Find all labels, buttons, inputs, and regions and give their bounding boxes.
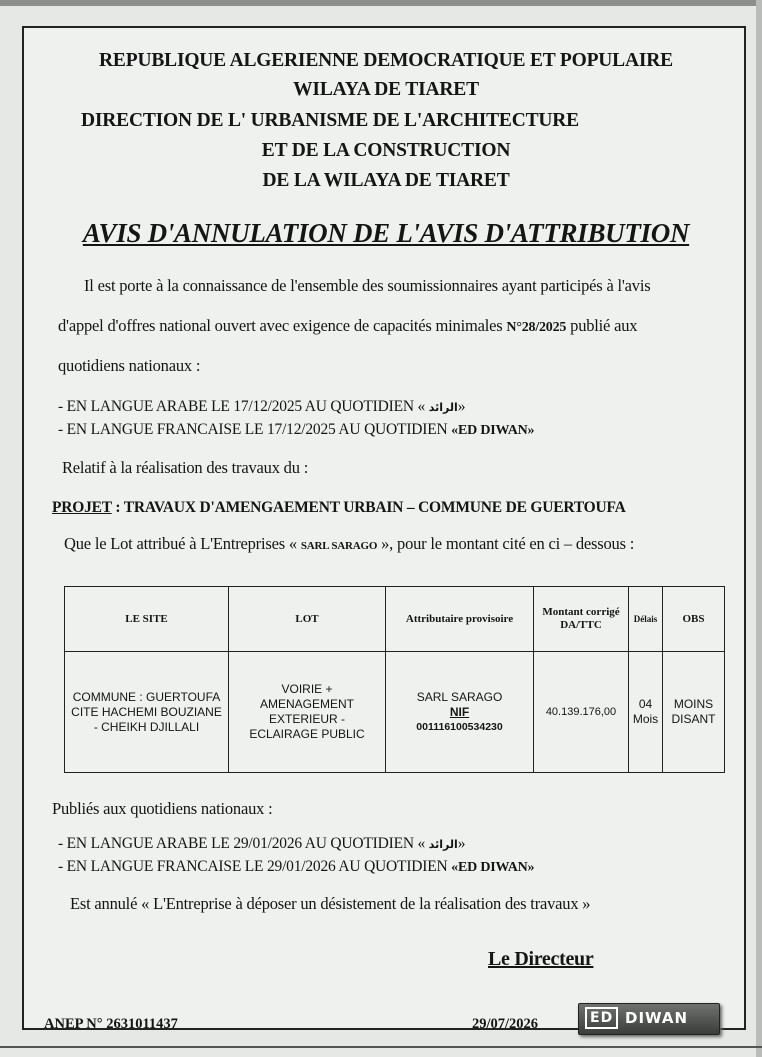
award-table-header-row (65, 587, 725, 652)
col-header-delais: Délais (629, 587, 663, 652)
award-table (64, 586, 725, 773)
cell-delais (629, 652, 663, 773)
footer-left-rule (22, 1028, 38, 1030)
col-header-obs: OBS (663, 587, 725, 652)
attributaire-name: SARL SARAGO (416, 689, 503, 704)
cell-lot (229, 652, 386, 773)
page-bottom-rule (0, 1046, 762, 1048)
obs-line-2: DISANT (671, 712, 716, 726)
project-label: PROJET (52, 499, 112, 516)
first-pub-arabic (58, 397, 466, 418)
delais-value: 04 (638, 697, 653, 711)
first-pub-french-text: - EN LANGUE FRANCAISE LE 17/12/2025 AU QUOTIDIEN (58, 421, 452, 438)
second-pub-arabic (58, 834, 466, 855)
ed-diwan-logo (578, 1003, 720, 1035)
intro-line-2-end: publié aux (566, 316, 638, 335)
cell-attributaire (386, 652, 534, 773)
project-line (52, 498, 626, 518)
logo-diwan: DIWAN (625, 1009, 689, 1027)
footer-right-rule (557, 1028, 577, 1030)
col-header-montant: Montant corrigé DA/TTC (534, 587, 629, 652)
second-pub-arabic-text: - EN LANGUE ARABE LE 29/01/2026 AU QUOTIDIEN « (58, 835, 426, 852)
second-french-newspaper-name: «ED DIWAN» (451, 860, 535, 875)
company-name: SARL SARAGO (300, 540, 378, 552)
delais-unit: Mois (632, 712, 659, 726)
first-pub-arabic-close: » (457, 398, 466, 415)
col-header-lot: LOT (229, 587, 386, 652)
site-line-3: - CHEIKH DJILLALI (93, 719, 200, 734)
header-wilaya-tiaret: DE LA WILAYA DE TIARET (262, 170, 510, 191)
relatif-line: Relatif à la réalisation des travaux du : (62, 458, 309, 477)
page-right-edge (756, 0, 762, 1057)
lot-line-1: VOIRIE + (281, 682, 333, 696)
notice-page (22, 26, 746, 1030)
header-wilaya: WILAYA DE TIARET (293, 79, 479, 100)
annulation-line: Est annulé « L'Entreprise à déposer un désistement de la réalisation des travaux » (70, 894, 591, 913)
intro-line-3: quotidiens nationaux : (58, 356, 201, 375)
logo-ed: ED (585, 1007, 618, 1029)
first-pub-arabic-text: - EN LANGUE ARABE LE 17/12/2025 AU QUOTIDIEN « (58, 398, 426, 415)
lot-line-4: ECLAIRAGE PUBLIC (249, 727, 365, 741)
anep-number: ANEP N° 2631011437 (44, 1016, 178, 1032)
lot-sentence-start: Que le Lot attribué à L'Entreprises « (64, 534, 301, 553)
second-pub-french (58, 857, 534, 878)
nif-label: NIF (449, 704, 470, 719)
site-line-1: COMMUNE : GUERTOUFA (72, 689, 221, 704)
intro-line-2-start: d'appel d'offres national ouvert avec exigence de capacités minimales (58, 316, 507, 335)
cell-montant: 40.139.176,00 (534, 652, 629, 773)
header-republic: REPUBLIQUE ALGERIENNE DEMOCRATIQUE ET POPULAIRE (99, 50, 673, 71)
second-arabic-newspaper-name: الرائد (428, 838, 458, 851)
table-row (65, 652, 725, 773)
tender-number: N°28/2025 (506, 320, 567, 335)
header-construction: ET DE LA CONSTRUCTION (261, 140, 511, 161)
footer-middle-rule (216, 1028, 462, 1030)
lot-sentence (64, 534, 634, 556)
project-text: : TRAVAUX D'AMENGAEMENT URBAIN – COMMUNE DE GUERTOUFA (111, 499, 626, 516)
intro-line-1: Il est porte à la connaissance de l'ensemble des soumissionnaires ayant participés à l'avis (84, 276, 651, 295)
cell-obs (663, 652, 725, 773)
second-pub-french-text: - EN LANGUE FRANCAISE LE 29/01/2026 AU QUOTIDIEN (58, 858, 452, 875)
col-header-site: LE SITE (65, 587, 229, 652)
first-pub-french (58, 420, 534, 441)
arabic-newspaper-name: الرائد (428, 401, 458, 414)
cell-site (65, 652, 229, 773)
col-header-attributaire: Attributaire provisoire (386, 587, 534, 652)
intro-line-2 (58, 316, 637, 338)
site-line-2: CITE HACHEMI BOUZIANE (71, 704, 222, 719)
lot-sentence-end: », pour le montant cité en ci – dessous : (377, 534, 635, 553)
second-pub-arabic-close: » (457, 835, 466, 852)
header-direction: DIRECTION DE L' URBANISME DE L'ARCHITECTURE (81, 110, 579, 131)
notice-title: AVIS D'ANNULATION DE L'AVIS D'ATTRIBUTION (82, 218, 690, 248)
signature-title: Le Directeur (488, 948, 594, 970)
lot-line-3: EXTERIEUR - (268, 712, 345, 726)
french-newspaper-name: «ED DIWAN» (451, 423, 535, 438)
obs-line-1: MOINS (673, 697, 714, 711)
nif-number: 001116100534230 (416, 720, 503, 733)
second-pub-intro: Publiés aux quotidiens nationaux : (52, 799, 273, 818)
page-top-stripe (0, 0, 762, 6)
lot-line-2: AMENAGEMENT (259, 697, 354, 711)
publication-date: 29/07/2026 (472, 1016, 539, 1032)
